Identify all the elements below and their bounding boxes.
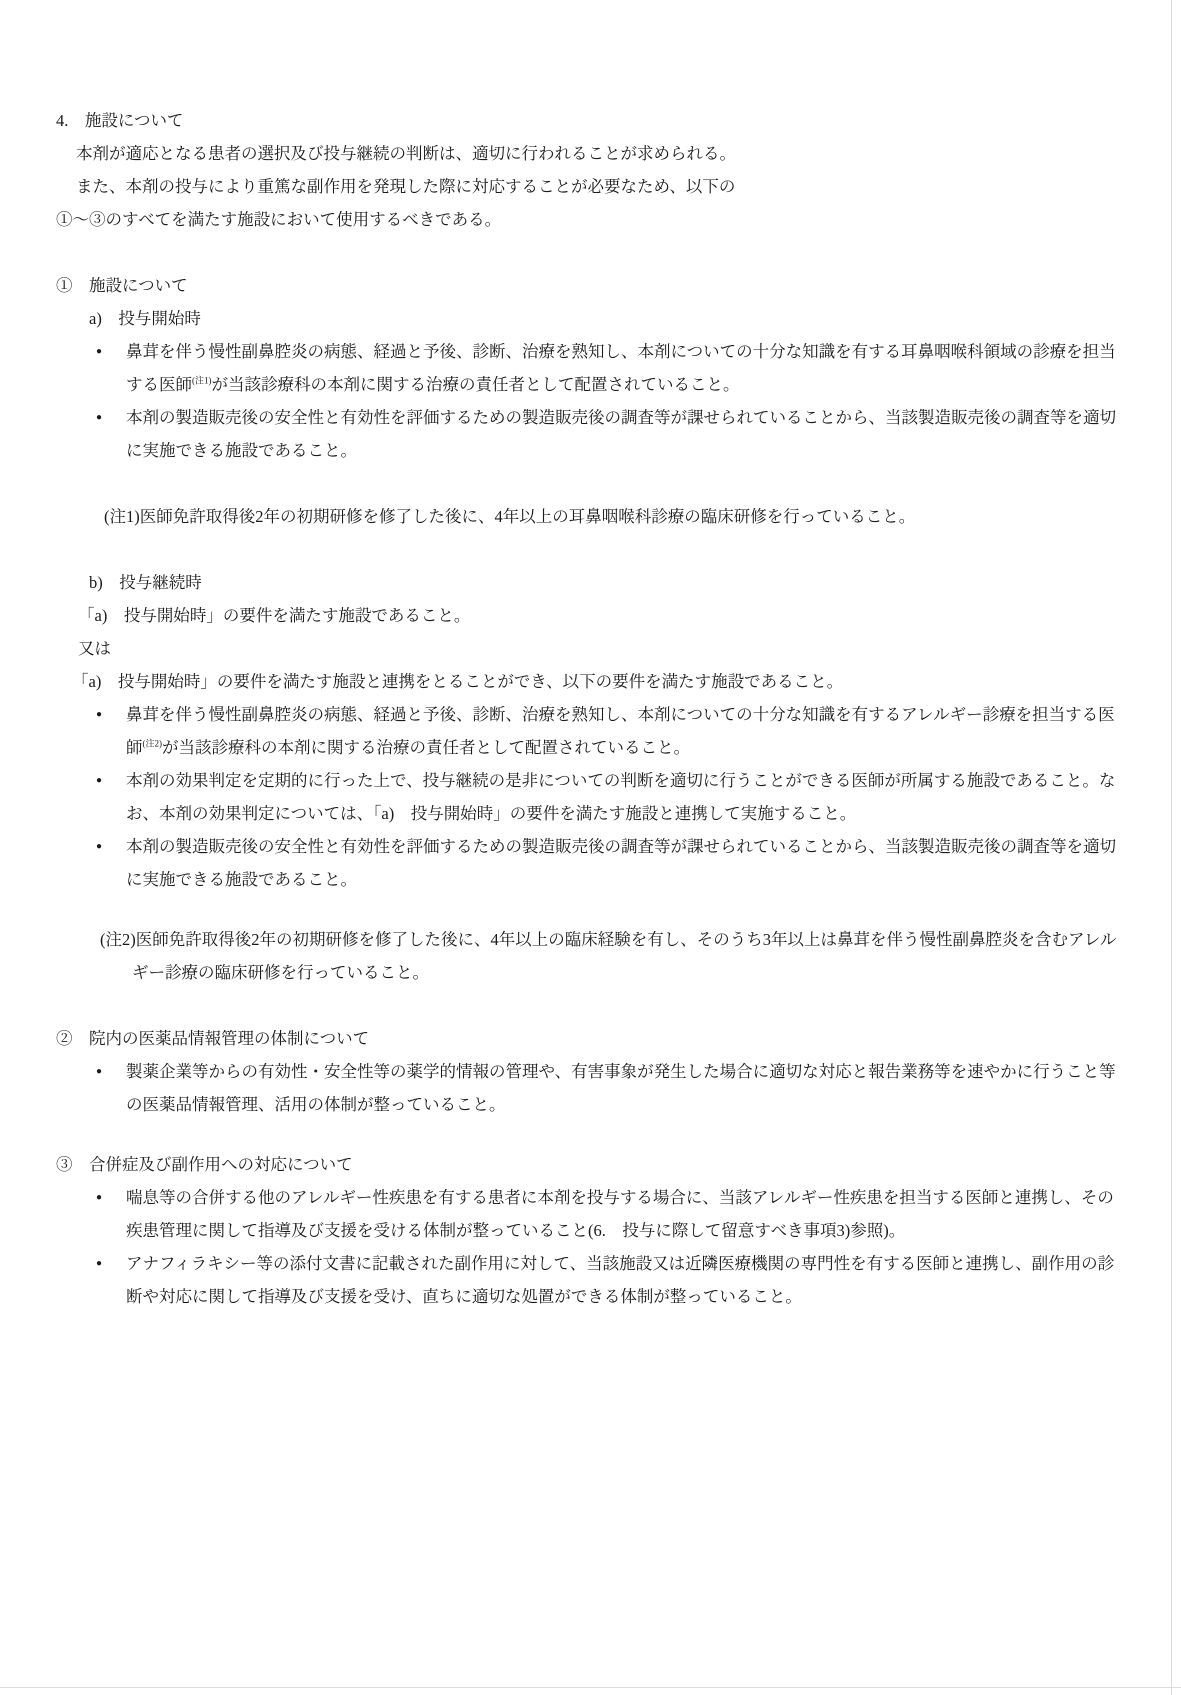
note-1: (注1)医師免許取得後2年の初期研修を修了した後に、4年以上の耳鼻咽喉科診療の臨床研修を行っていること。: [104, 507, 916, 526]
bullet-item: [56, 401, 1121, 467]
bullet-text-main: 鼻茸を伴う慢性副鼻腔炎の病態、経過と予後、診断、治療を熟知し、本剤についての十分な知識を有する耳鼻咽喉科領域の診療を担当する医師: [126, 342, 1116, 394]
bullet-text: 本剤の効果判定を定期的に行った上で、投与継続の是非についての判断を適切に行うことができる医師が所属する施設であること。なお、本剤の効果判定については、「a) 投与開始時」の要件を満たす施設と連携して実施すること。: [126, 771, 1116, 823]
bullet-item: [56, 335, 1121, 401]
spacer: [56, 1121, 1121, 1148]
requirement-or: 又は: [78, 639, 111, 658]
note-ref-sup: (注2): [142, 738, 162, 749]
note-2: (注2)医師免許取得後2年の初期研修を修了した後に、4年以上の臨床経験を有し、そのうち3年以上は鼻茸を伴う慢性副鼻腔炎を含むアレルギー診療の臨床研修を行っていること。: [100, 930, 1117, 982]
bullet-marker: ●: [96, 709, 103, 720]
spacer: [56, 533, 1121, 566]
bullet-text: [126, 698, 1121, 764]
item1a-heading: a) 投与開始時: [89, 309, 201, 328]
intro-line: ①～③のすべてを満たす施設において使用するべきである。: [56, 210, 502, 229]
bullet-marker: ●: [96, 412, 103, 423]
bullet-text-main: 鼻茸を伴う慢性副鼻腔炎の病態、経過と予後、診断、治療を熟知し、本剤についての十分な知識を有するアレルギー診療を担当する医師: [126, 705, 1115, 757]
bullet-item: [56, 1181, 1121, 1247]
bullet-marker: ●: [96, 841, 103, 852]
spacer: [56, 236, 1121, 269]
bullet-item: [56, 698, 1121, 764]
page-edge-right: [1171, 0, 1172, 1695]
bullet-marker: ●: [96, 1066, 103, 1077]
bullet-text-rest: が当該診療科の本剤に関する治療の責任者として配置されていること。: [162, 738, 690, 757]
bullet-text: 本剤の製造販売後の安全性と有効性を評価するための製造販売後の調査等が課せられていることから、当該製造販売後の調査等を適切に実施できる施設であること。: [126, 837, 1116, 889]
bullet-text: 本剤の製造販売後の安全性と有効性を評価するための製造販売後の調査等が課せられていることから、当該製造販売後の調査等を適切に実施できる施設であること。: [126, 408, 1116, 460]
page-edge-bottom: [0, 1687, 1181, 1688]
bullet-marker: ●: [96, 1192, 103, 1203]
bullet-text-rest: が当該診療科の本剤に関する治療の責任者として配置されていること。: [211, 375, 740, 394]
intro-line: また、本剤の投与により重篤な副作用を発現した際に対応することが必要なため、以下の: [76, 177, 736, 196]
bullet-item: [56, 764, 1121, 830]
bullet-text: 製薬企業等からの有効性・安全性等の薬学的情報の管理や、有害事象が発生した場合に適切な対応と報告業務等を速やかに行うこと等の医薬品情報管理、活用の体制が整っていること。: [126, 1062, 1116, 1114]
bullet-marker: ●: [96, 775, 103, 786]
item2-heading: ② 院内の医薬品情報管理の体制について: [56, 1029, 370, 1048]
bullet-item: [56, 830, 1121, 896]
section-heading: 4. 施設について: [56, 111, 184, 130]
bullet-item: [56, 1055, 1121, 1121]
bullet-text: アナフィラキシー等の添付文書に記載された副作用に対して、当該施設又は近隣医療機関の専門性を有する医師と連携し、副作用の診断や対応に関して指導及び支援を受け、直ちに適切な処置ができる体制が整っていること。: [126, 1254, 1115, 1306]
requirement-line: 「a) 投与開始時」の要件を満たす施設であること。: [78, 606, 471, 625]
spacer: [56, 989, 1121, 1022]
item1b-heading: b) 投与継続時: [89, 573, 202, 592]
spacer: [56, 896, 1121, 923]
item3-heading: ③ 合併症及び副作用への対応について: [56, 1155, 353, 1174]
note-ref-sup: (注1): [192, 375, 212, 386]
intro-line: 本剤が適応となる患者の選択及び投与継続の判断は、適切に行われることが求められる。: [76, 144, 736, 163]
bullet-text: 喘息等の合併する他のアレルギー性疾患を有する患者に本剤を投与する場合に、当該アレルギー性疾患を担当する医師と連携し、その疾患管理に関して指導及び支援を受ける体制が整っていること(6. 投与に際して留意すべき事項3)参照)。: [126, 1188, 1114, 1240]
bullet-marker: ●: [96, 1258, 103, 1269]
spacer: [56, 467, 1121, 500]
bullet-item: [56, 1247, 1121, 1313]
bullet-text: [126, 335, 1121, 401]
requirement-line: 「a) 投与開始時」の要件を満たす施設と連携をとることができ、以下の要件を満たす施設であること。: [72, 672, 844, 691]
item1-heading: ① 施設について: [56, 276, 188, 295]
bullet-marker: ●: [96, 346, 103, 357]
